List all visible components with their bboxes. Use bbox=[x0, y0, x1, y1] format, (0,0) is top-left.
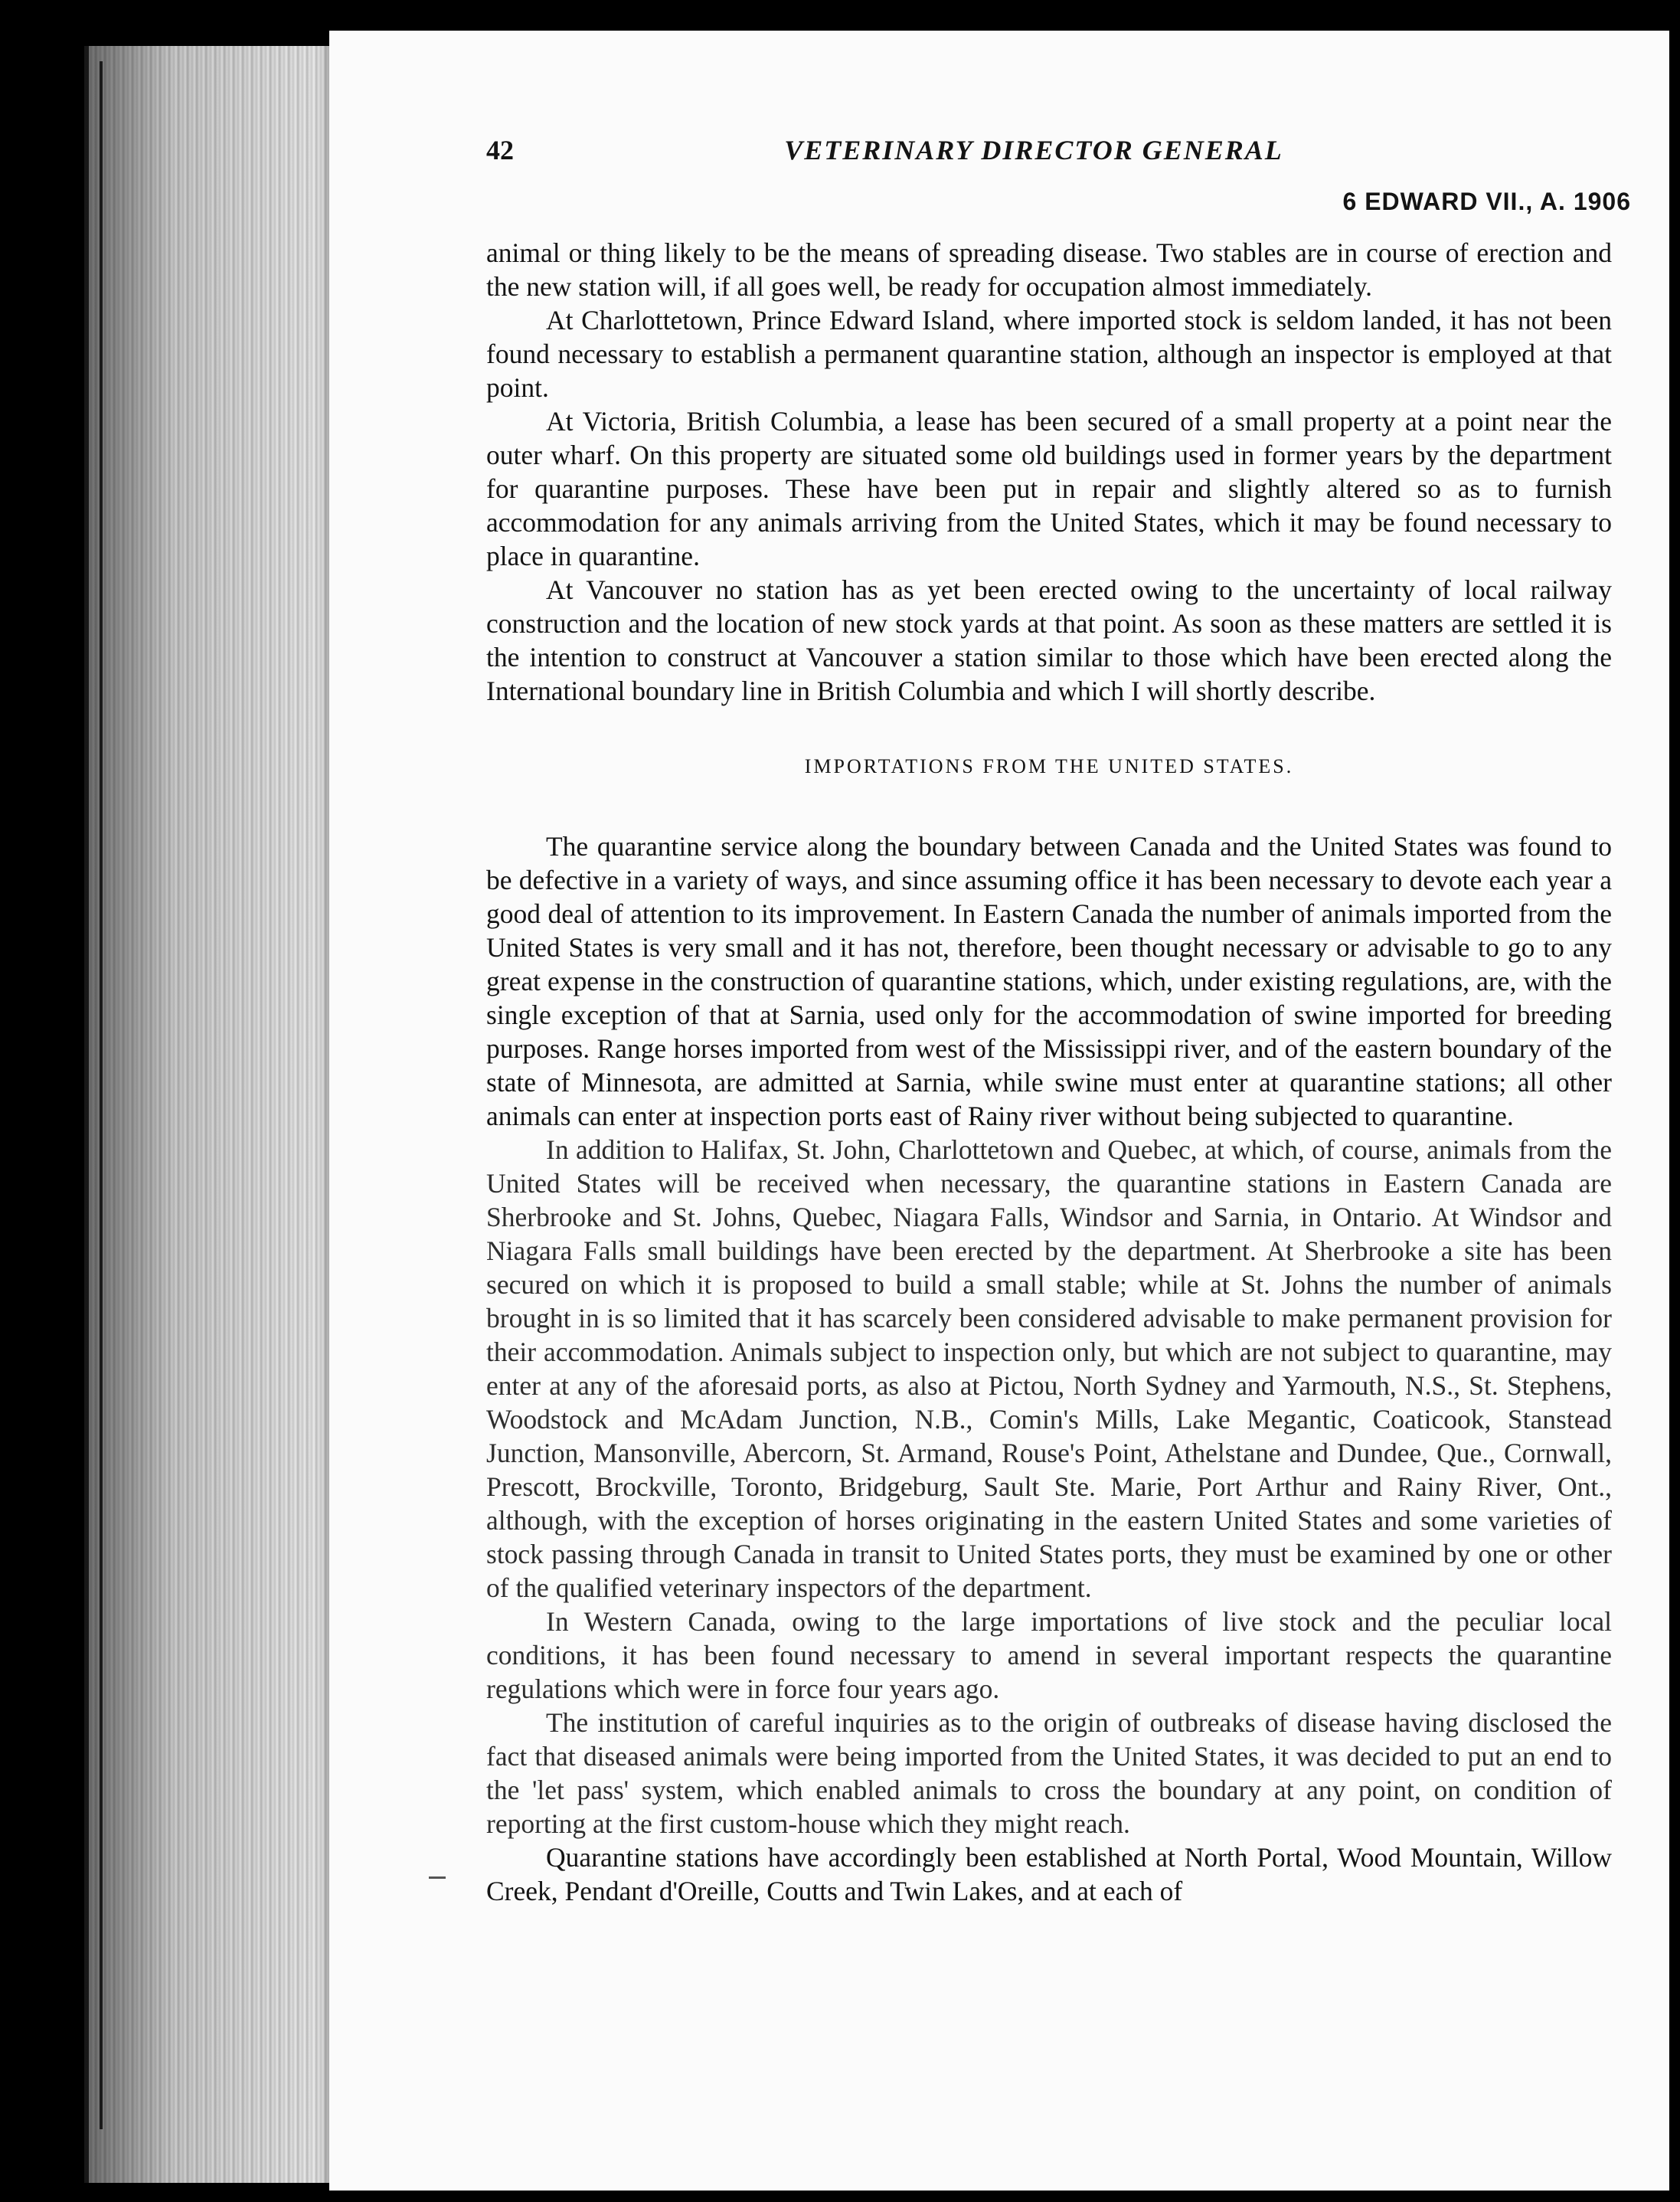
document-page bbox=[329, 31, 1669, 2191]
paragraph: The institution of careful inquiries as to the origin of outbreaks of disease having disclosed the fact that diseased animals were being imported from the United States, it was decided to put an end to the 'let pass' system, which enabled animals to cross the boundary at any point, on condition of reporting at the first custom-house which they might reach. bbox=[486, 1707, 1612, 1839]
page-stack-shadow bbox=[84, 46, 337, 2183]
paragraph: At Charlottetown, Prince Edward Island, where imported stock is seldom landed, it has not been found necessary to establish a permanent quarantine station, although an inspector is employed at that point. bbox=[486, 305, 1612, 403]
paragraph: The quarantine service along the boundary between Canada and the United States was found to be defective in a variety of ways, and since assuming office it has been necessary to devote each year a good deal of attention to its improvement. In Eastern Canada the number of animals imported from the United States is very small and it has not, therefore, been thought necessary or advisable to go to any great expense in the construction of quarantine stations, which, under existing regulations, are, with the single exception of that at Sarnia, used only for the accommodation of swine imported for breeding purposes. Range horses imported from west of the Mississippi river, and of the eastern boundary of the state of Minnesota, are admitted at Sarnia, while swine must enter at quarantine stations; all other animals can enter at inspection ports east of Rainy river without being subjected to quarantine. bbox=[486, 831, 1612, 1131]
page-number: 42 bbox=[486, 135, 514, 165]
paragraph: At Vancouver no station has as yet been erected owing to the uncertainty of local railway construction and the location of new stock yards at that point. As soon as these matters are settled it is the intention to construct at Vancouver a station similar to those which have been erected along the International boundary line in British Columbia and which I will shortly describe. bbox=[486, 574, 1612, 706]
section-heading: IMPORTATIONS FROM THE UNITED STATES. bbox=[804, 755, 1294, 777]
margin-mark bbox=[429, 1876, 446, 1879]
paragraph: At Victoria, British Columbia, a lease has been secured of a small property at a point near the outer wharf. On this property are situated some old buildings used in former years by the department for quarantine purposes. These have been put in repair and slightly altered so as to furnish accommodation for any animals arriving from the United States, which it may be found necessary to place in quarantine. bbox=[486, 406, 1612, 571]
paragraph: Quarantine stations have accordingly been established at North Portal, Wood Mountain, Willow Creek, Pendant d'Oreille, Coutts and Twin Lakes, and at each of bbox=[486, 1842, 1612, 1906]
paragraph: animal or thing likely to be the means of spreading disease. Two stables are in course of erection and the new station will, if all goes well, be ready for occupation almost immediately. bbox=[486, 237, 1612, 302]
scan-artifact-left bbox=[100, 61, 103, 2129]
body-text bbox=[486, 236, 1612, 1908]
paragraph: In addition to Halifax, St. John, Charlottetown and Quebec, at which, of course, animals from the United States will be received when necessary, the quarantine stations in Eastern Canada are Sherbrooke and St. Johns, Quebec, Niagara Falls, Windsor and Sarnia, in Ontario. At Windsor and Niagara Falls small buildings have been erected by the department. At Sherbrooke a site has been secured on which it is proposed to build a small stable; while at St. Johns the number of animals brought in is so limited that it has scarcely been considered advisable to make permanent provision for their accommodation. Animals subject to inspection only, but which are not subject to quarantine, may enter at any of the aforesaid ports, as also at Pictou, North Sydney and Yarmouth, N.S., St. Stephens, Woodstock and McAdam Junction, N.B., Comin's Mills, Lake Megantic, Coaticook, Stanstead Junction, Mansonville, Abercorn, St. Armand, Rouse's Point, Athelstane and Dundee, Que., Cornwall, Prescott, Brockville, Toronto, Bridgeburg, Sault Ste. Marie, Port Arthur and Rainy River, Ont., although, with the exception of horses originating in the eastern United States and some varieties of stock passing through Canada in transit to United States ports, they must be examined by one or other of the qualified veterinary inspectors of the department. bbox=[486, 1134, 1612, 1603]
running-header bbox=[486, 134, 1581, 180]
paragraph: In Western Canada, owing to the large importations of live stock and the peculiar local conditions, it has been found necessary to amend in several important respects the quarantine regulations which were in force four years ago. bbox=[486, 1606, 1612, 1704]
running-title: VETERINARY DIRECTOR GENERAL bbox=[784, 135, 1283, 165]
session-reference: 6 EDWARD VII., A. 1906 bbox=[1342, 188, 1631, 215]
